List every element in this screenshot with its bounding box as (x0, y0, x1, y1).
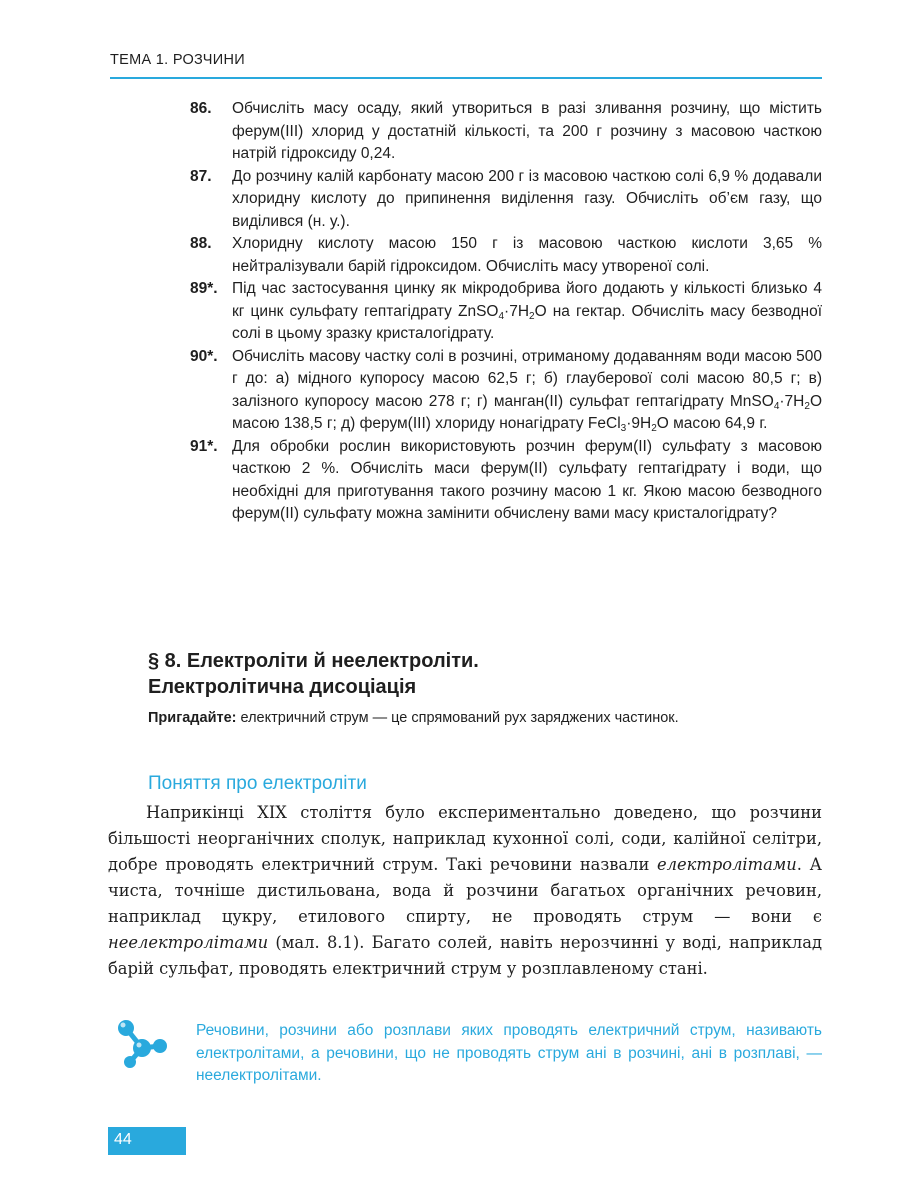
problem-89 (190, 278, 822, 346)
term-nonelectrolytes: неелектролітами (108, 933, 269, 952)
recall-label: Пригадайте: (148, 710, 237, 726)
term-electrolytes: електролітами (657, 855, 797, 874)
page-number-box (108, 1127, 186, 1155)
body-paragraph: Наприкінці XIX століття було експериментально доведено, що розчини більшості неорганічних сполук, наприклад кухонної солі, соди, калійної селітри, добре проводять електричний струм. Такі речовини назвали електролітами. А чиста, точніше дистильована, вода й розчини багатьох органічних речовин, наприклад цукру, етилового спирту, не проводять струм — вони є неелектролітами (мал. 8.1). Багато солей, навіть нерозчинні у воді, наприклад барій сульфат, проводять електричний струм у розплавленому стані. (108, 803, 822, 978)
section-title (148, 648, 828, 700)
problem-number: 86. (190, 100, 212, 117)
problem-number: 89*. (190, 280, 218, 297)
problem-text: До розчину калій карбонату масою 200 г із масовою часткою солі 6,9 % додавали хлоридну кислоту до припинення виділення газу. Обчисліть об’єм газу, що виділився (н. у.). (232, 167, 822, 230)
problem-number: 88. (190, 235, 212, 252)
definition-box: Речовини, розчини або розплави яких проводять електричний струм, називають електролітами, а речовини, що не проводять струм ані в розчині, ані в розплаві, — неелектролітами. (196, 1022, 822, 1084)
problem-text: Обчисліть масову частку солі в розчині, отриманому додаванням води масою 500 г до: а) мідного купоросу масою 62,5 г; б) глауберової солі масою 80,5 г; в) залізного купоросу масою 278 г; г) манган(ІІ) сульфат гептагідрату $MnSO_4\cdot 7H_2O$ масою 138,5 г; д) ферум(ІІІ) хлориду нонагідрату $FeCl_3\cdot 9H_2O$ масою 64,9 г. (232, 347, 822, 434)
molecule-icon (112, 1018, 172, 1078)
recall-text: електричний струм — це спрямований рух заряджених частинок. (236, 710, 679, 726)
subsection-title: Поняття про електроліти (148, 773, 367, 794)
problem-number: 91*. (190, 437, 218, 455)
problem-number: 90*. (190, 347, 218, 365)
problem-86 (190, 98, 822, 166)
problem-text: Обчисліть масу осаду, який утвориться в разі зливання розчину, що містить ферум(ІІІ) хлорид у достатній кількості, та 200 г розчину з масовою часткою натрій гідроксиду 0,24. (232, 100, 822, 162)
problem-list (190, 98, 822, 526)
problem-88 (190, 233, 822, 278)
problem-91 (190, 436, 822, 526)
problem-text: Під час застосування цинку як мікродобрива його додають у кількості близько 4 кг цинк сульфату гептагідрату $ZnSO_4\cdot 7H_2O$ на гектар. Обчисліть масу безводної солі в цьому зразку кристалогідрату. (232, 280, 823, 342)
problem-90 (190, 346, 822, 436)
problem-text: Хлоридну кислоту масою 150 г із масовою часткою кислоти 3,65 % нейтралізували барій гідроксидом. Обчисліть масу утвореної солі. (232, 235, 822, 275)
recall-note (148, 710, 679, 726)
problem-87 (190, 166, 822, 234)
section-title-line1: § 8. Електроліти й неелектроліти. (148, 650, 479, 672)
problem-number: 87. (190, 167, 212, 185)
page-number: 44 (114, 1131, 132, 1148)
header-divider (110, 77, 822, 79)
section-title-line2: Електролітична дисоціація (148, 676, 417, 698)
running-header: ТЕМА 1. РОЗЧИНИ (110, 52, 245, 68)
problem-text: Для обробки рослин використовують розчин ферум(ІІ) сульфату з масовою часткою 2 %. Обчисліть маси ферум(ІІ) сульфату гептагідрату і води, що необхідні для приготування такого розчину масою 1 кг. Якою масою безводного ферум(ІІ) сульфату можна замінити обчислену вами масу кристалогідрату? (232, 437, 822, 522)
